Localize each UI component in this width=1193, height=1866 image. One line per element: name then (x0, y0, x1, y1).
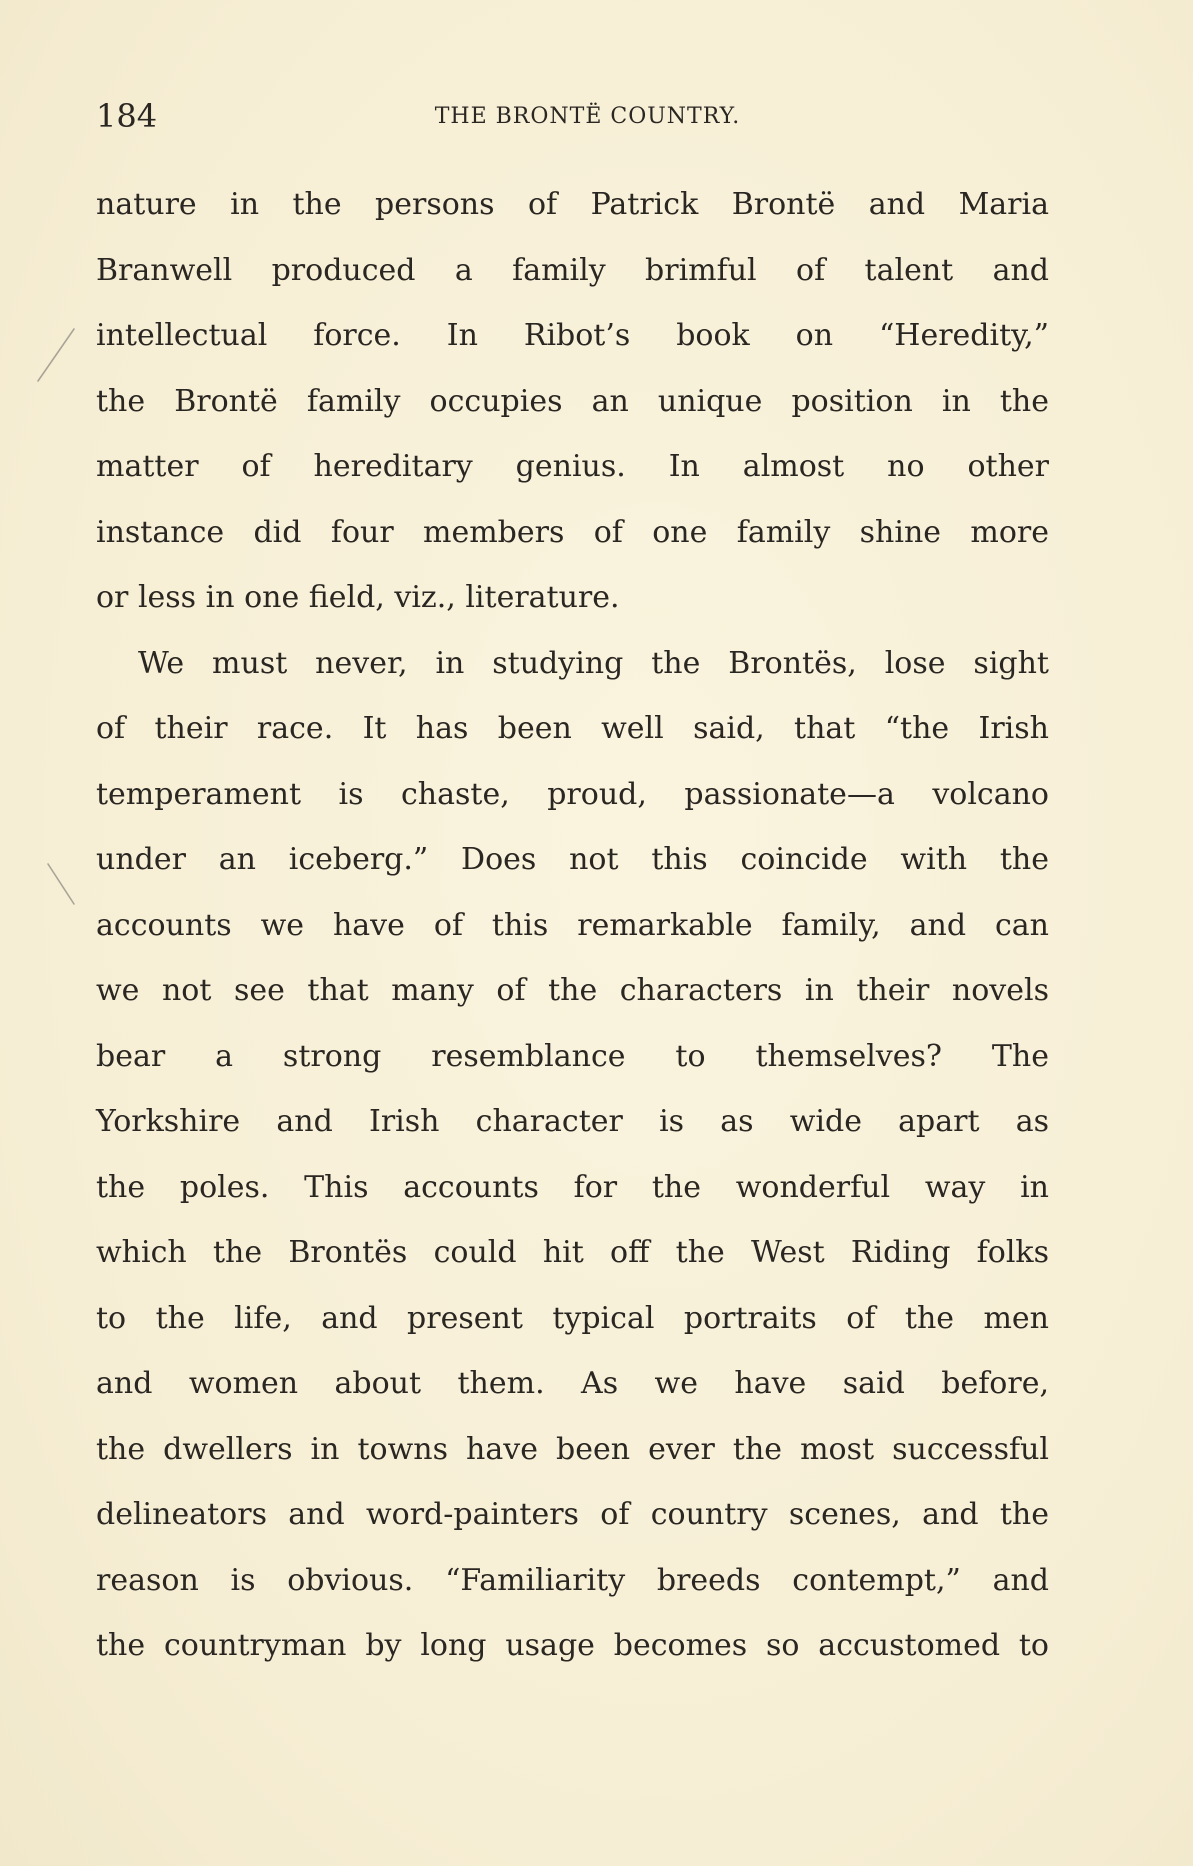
text-line: under an iceberg.” Does not this coincide with the (96, 842, 1049, 877)
running-title: THE BRONTË COUNTRY. (434, 104, 741, 129)
text-line: the poles. This accounts for the wonderful way in (96, 1169, 1049, 1205)
text-line: or less in one field, viz., literature. (96, 580, 620, 615)
text-line: temperament is chaste, proud, passionate—a volcano (96, 776, 1049, 812)
text-line: accounts we have of this remarkable family, and can (96, 907, 1049, 943)
pencil-mark-upper (30, 325, 80, 385)
text-line: we not see that many of the characters in their novels (96, 973, 1049, 1008)
text-line: the countryman by long usage becomes so accustomed to (96, 1628, 1049, 1663)
running-head (96, 96, 1049, 136)
text-line: We must never, in studying the Brontës, lose sight (138, 645, 1049, 681)
text-line: which the Brontës could hit off the West Riding folks (96, 1235, 1049, 1270)
text-line: Branwell produced a family brimful of talent and (96, 252, 1049, 288)
text-line: intellectual force. In Ribot’s book on “Heredity,” (96, 318, 1049, 353)
text-line: matter of hereditary genius. In almost no other (96, 449, 1049, 484)
text-line: reason is obvious. “Familiarity breeds contempt,” and (96, 1562, 1049, 1598)
text-line: of their race. It has been well said, that “the Irish (96, 711, 1049, 746)
text-line: to the life, and present typical portraits of the men (96, 1300, 1049, 1336)
text-line: Yorkshire and Irish character is as wide apart as (96, 1104, 1049, 1139)
page-number: 184 (96, 97, 158, 135)
text-line: nature in the persons of Patrick Brontë and Maria (96, 187, 1049, 222)
text-line: delineators and word-painters of country scenes, and the (96, 1497, 1049, 1532)
text-line: instance did four members of one family shine more (96, 514, 1049, 550)
text-line: the Brontë family occupies an unique position in the (96, 383, 1049, 419)
pencil-mark-lower (42, 860, 82, 910)
body-text (96, 172, 1049, 1679)
text-line: and women about them. As we have said before, (96, 1366, 1049, 1401)
text-line: bear a strong resemblance to themselves? The (96, 1038, 1049, 1074)
text-line: the dwellers in towns have been ever the most successful (96, 1431, 1049, 1467)
